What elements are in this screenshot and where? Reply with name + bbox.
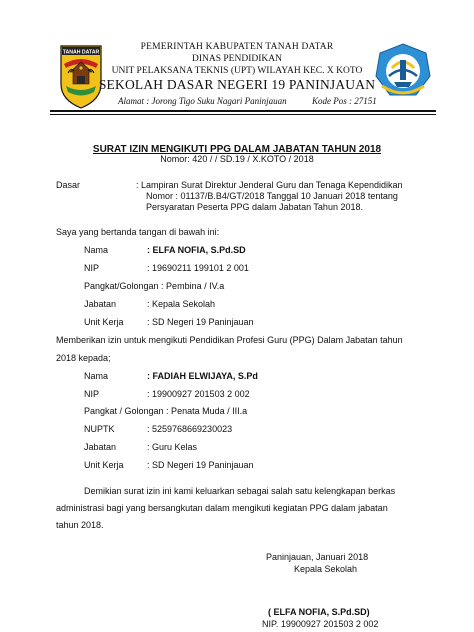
signer-nip-value: : 19690211 199101 2 001 — [147, 263, 249, 273]
closing-line-3: tahun 2018. — [56, 520, 104, 530]
dasar-label: Dasar — [56, 180, 81, 190]
recipient-nip-label: NIP — [84, 389, 100, 399]
letterhead-divider-thick — [50, 110, 436, 112]
recipient-nip-value: : 19900927 201503 2 002 — [147, 389, 250, 399]
closing-line-1: Demikian surat izin ini kami keluarkan sebagai salah satu kelengkapan berkas — [84, 486, 396, 496]
signer-position-value: : Kepala Sekolah — [147, 299, 216, 309]
letter-number: Nomor: 420 / / SD.19 / X.KOTO / 2018 — [160, 154, 314, 164]
signature-name: ( ELFA NOFIA, S.Pd.SD) — [268, 607, 370, 617]
signature-nip: NIP. 19900927 201503 2 002 — [262, 619, 379, 629]
signature-place-date: Paninjauan, Januari 2018 — [266, 552, 369, 562]
signer-position-label: Jabatan — [84, 299, 117, 309]
recipient-unit-value: : SD Negeri 19 Paninjauan — [147, 460, 254, 470]
recipient-position-value: : Guru Kelas — [147, 442, 198, 452]
letter-title: SURAT IZIN MENGIKUTI PPG DALAM JABATAN TAHUN 2018 — [92, 144, 382, 155]
letterhead-school-name: SEKOLAH DASAR NEGERI 19 PANINJAUAN — [98, 77, 376, 92]
signer-nip-label: NIP — [84, 263, 100, 273]
signer-unit-value: : SD Negeri 19 Paninjauan — [147, 317, 254, 327]
letterhead-postal-code: Kode Pos : 27151 — [312, 96, 377, 106]
signer-rank-row: Pangkat/Golongan : Pembina / IV.a — [84, 281, 225, 291]
recipient-name-label: Nama — [84, 371, 109, 381]
signer-name-label: Nama — [84, 245, 109, 255]
recipient-nuptk-label: NUPTK — [84, 424, 115, 434]
closing-line-2: administrasi bagi yang bersangkutan dalam mengikuti kegiatan PPG dalam jabatan — [56, 503, 388, 513]
dasar-line-3: Persyaratan Peserta PPG dalam Jabatan Tahun 2018. — [146, 202, 363, 212]
recipient-rank-row: Pangkat / Golongan : Penata Muda / III.a — [84, 406, 248, 416]
recipient-name-value: : FADIAH ELWIJAYA, S.Pd — [147, 371, 258, 381]
letterhead — [0, 36, 474, 136]
signature-role: Kepala Sekolah — [294, 564, 358, 574]
letterhead-divider-thin — [50, 114, 436, 115]
permission-line-2: 2018 kepada; — [56, 353, 111, 363]
letterhead-line-2: DINAS PENDIDIKAN — [192, 54, 282, 64]
signer-name-value: : ELFA NOFIA, S.Pd.SD — [147, 245, 246, 255]
signer-unit-label: Unit Kerja — [84, 317, 124, 327]
recipient-nuptk-value: : 5259768669230023 — [147, 424, 233, 434]
tut-wuri-handayani-logo-icon — [374, 42, 432, 100]
dasar-line-1: : Lampiran Surat Direktur Jenderal Guru dan Tenaga Kependidikan — [136, 180, 403, 190]
logo-left-text: TANAH DATAR — [62, 49, 100, 56]
permission-line-1: Memberikan izin untuk mengikuti Pendidikan Profesi Guru (PPG) Dalam Jabatan tahun — [56, 335, 403, 345]
letterhead-line-3: UNIT PELAKSANA TEKNIS (UPT) WILAYAH KEC. X KOTO — [111, 66, 363, 76]
recipient-unit-label: Unit Kerja — [84, 460, 124, 470]
intro-text: Saya yang bertanda tangan di bawah ini: — [56, 227, 220, 237]
recipient-position-label: Jabatan — [84, 442, 117, 452]
letterhead-address: Alamat : Jorong Tigo Suku Nagari Paninjauan — [118, 96, 287, 106]
letterhead-line-1: PEMERINTAH KABUPATEN TANAH DATAR — [140, 42, 334, 52]
dasar-line-2: Nomor : 01137/B.B4/GT/2018 Tanggal 10 Januari 2018 tentang — [146, 191, 398, 201]
